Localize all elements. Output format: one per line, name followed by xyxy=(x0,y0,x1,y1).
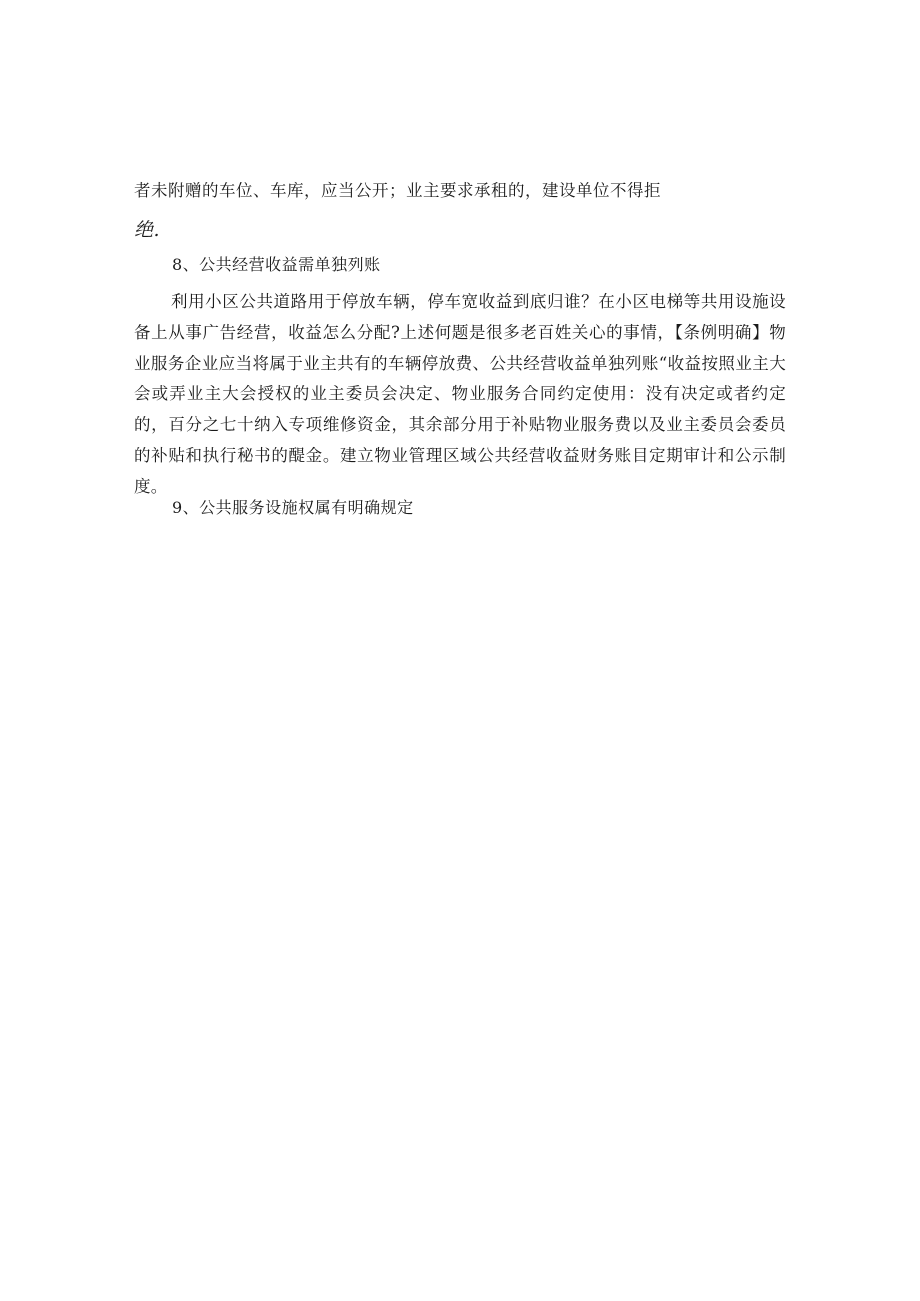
continued-text-line: 者未附赠的车位、车库，应当公开；业主要求承租的，建设单位不得拒 xyxy=(134,181,661,200)
section-9-heading: 9、公共服务设施权属有明确规定 xyxy=(172,498,414,517)
continued-text-tail: 绝. xyxy=(134,219,161,241)
section-8-paragraph: 利用小区公共道路用于停放车辆，停车宽收益到底归谁？在小区电梯等共用设施设备上从事广告经营，收益怎么分配?上述何题是很多老百姓关心的事情，【条例明确】物业服务企业应当将属于业主共有的车辆停放费、公共经营收益单独列账“收益按照业主大会或弄业主大会授权的业主委员会决定、物业服务合同约定使用：没有决定或者约定的，百分之七十纳入专项维修资金，其余部分用于补贴物业服务费以及业主委员会委员的补贴和执行秘书的醍金。建立物业管理区域公共经营收益财务账目定期审计和公示制度。 xyxy=(134,292,786,496)
section-8-heading: 8、公共经营收益需单独列账 xyxy=(172,255,381,274)
